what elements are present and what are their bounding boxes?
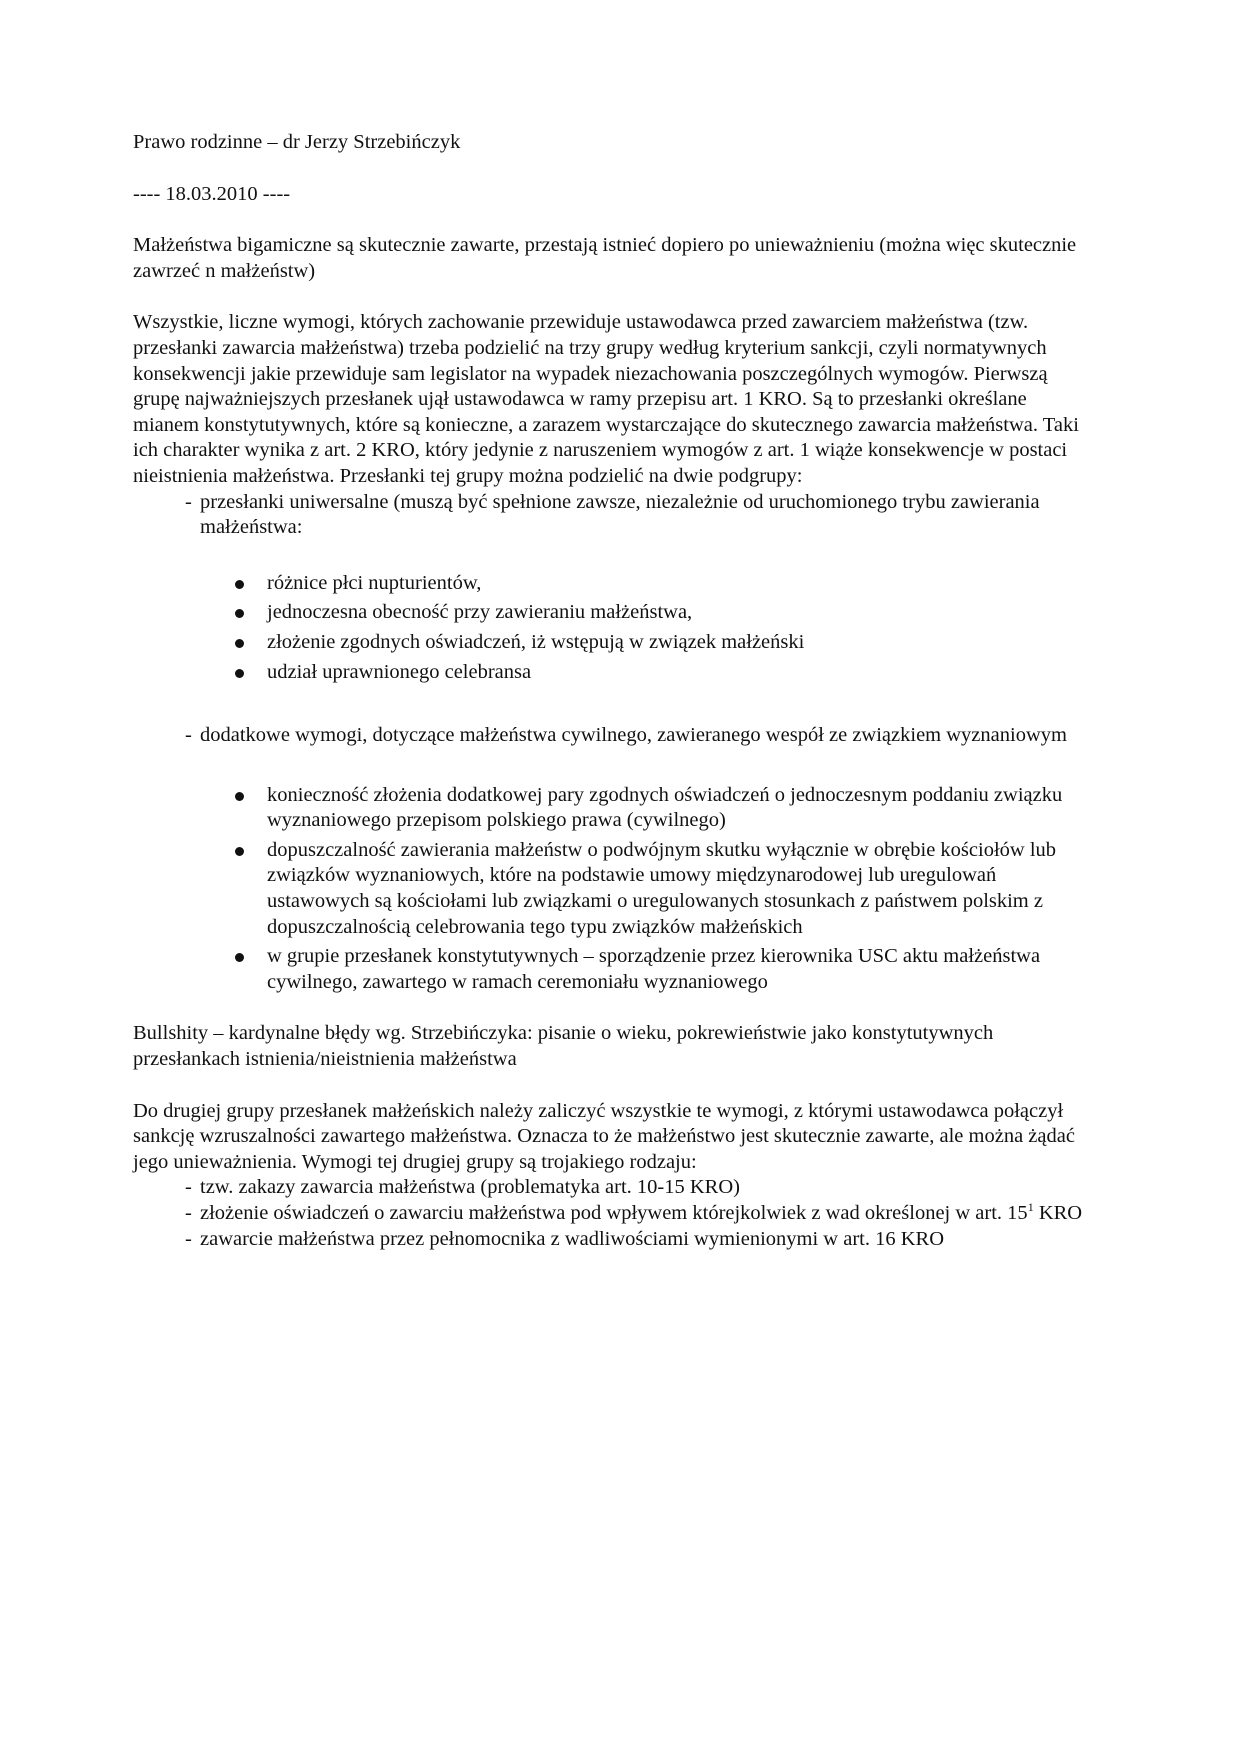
list-item: udział uprawnionego celebransa: [133, 660, 1093, 686]
subgroup-label: dodatkowe wymogi, dotyczące małżeństwa cywilnego, zawieranego wespół ze związkiem wyznaniowym: [200, 724, 1067, 747]
group1-paragraph: Wszystkie, liczne wymogi, których zachowanie przewiduje ustawodawca przed zawarciem małżeństwa (tzw. przesłanki zawarcia małżeństwa) trzeba podzielić na trzy grupy według kryterium sankcji, czyli normatywnych konsekwencji jakie przewiduje sam legislator na wypadek niezachowania poszczególnych wymogów. Pierwszą grupę najważniejszych przesłanek ujął ustawodawca w ramy przepisu art. 1 KRO. Są to przesłanki określane mianem konstytutywnych, które są konieczne, a zarazem wystarczające do skutecznego zawarcia małżeństwa. Taki ich charakter wynika z art. 2 KRO, który jedynie z naruszeniem wymogów z art. 1 wiąże konsekwencje w postaci nieistnienia małżeństwa. Przesłanki tej grupy można podzielić na dwie podgrupy:: [133, 311, 1079, 487]
spacer: [133, 749, 1093, 779]
bullet-icon: [235, 792, 244, 801]
list-item: konieczność złożenia dodatkowej pary zgodnych oświadczeń o jednoczesnym poddaniu związku wyznaniowego przepisom polskiego prawa (cywilnego): [133, 783, 1093, 834]
bullet-icon: [235, 609, 244, 618]
intro-paragraph: Małżeństwa bigamiczne są skutecznie zawarte, przestają istnieć dopiero po unieważnieniu (można więc skutecznie zawrzeć n małżeństw): [133, 234, 1077, 282]
spacer: [133, 995, 1093, 1021]
lecture-date: ---- 18.03.2010 ----: [133, 182, 291, 205]
document-page: [133, 130, 1093, 1252]
group2-paragraph: Do drugiej grupy przesłanek małżeńskich należy zaliczyć wszystkie te wymogi, z którymi ustawodawca połączył sankcję wzruszalności zawartego małżeństwa. Oznacza to że małżeństwo jest skutecznie zawarte, ale można żądać jego unieważnienia. Wymogi tej drugiej grupy są trojakiego rodzaju:: [133, 1099, 1075, 1173]
dash-marker: -: [185, 1202, 192, 1224]
list-item: złożenie zgodnych oświadczeń, iż wstępują w związek małżeński: [133, 630, 1093, 656]
bullshity-paragraph: Bullshity – kardynalne błędy wg. Strzebińczyka: pisanie o wieku, pokrewieństwie jako konstytutywnych przesłankach istnienia/nieistnienia małżeństwa: [133, 1022, 994, 1071]
list-item: w grupie przesłanek konstytutywnych – sporządzenie przez kierownika USC aktu małżeństwa cywilnego, zawartego w ramach ceremoniału wyznaniowego: [133, 944, 1093, 995]
bullet-icon: [235, 580, 244, 589]
bullet-icon: [235, 639, 244, 648]
document-title: Prawo rodzinne – dr Jerzy Strzebińczyk: [133, 131, 461, 153]
bullet-icon: [235, 669, 244, 678]
superscript: 1: [1027, 1200, 1034, 1215]
list-item: - tzw. zakazy zawarcia małżeństwa (problematyka art. 10-15 KRO): [133, 1175, 1093, 1201]
dash-marker: -: [185, 1176, 192, 1199]
spacer: [133, 685, 1093, 723]
subgroups-list-2: [133, 723, 1093, 749]
list-item: - zawarcie małżeństwa przez pełnomocnika z wadliwościami wymienionymi w art. 16 KRO: [133, 1227, 1093, 1253]
spacer: [133, 541, 1093, 567]
list-item: - złożenie oświadczeń o zawarciu małżeństwa pod wpływem którejkolwiek z wad określonej w art. $15^1$ KRO: [133, 1201, 1093, 1227]
subgroups-list: [133, 490, 1093, 541]
subgroup-universal: [133, 490, 1093, 541]
dash-marker: -: [185, 1227, 192, 1250]
additional-items-list: [133, 783, 1093, 996]
dash-marker: -: [185, 724, 192, 747]
list-item: dopuszczalność zawierania małżeństw o podwójnym skutku wyłącznie w obrębie kościołów lub związków wyznaniowych, które na podstawie umowy międzynarodowej lub uregulowań ustawowych są kościołami lub związkami o uregulowanych stosunkach z państwem polskim z dopuszczalnością celebrowania tego typu związków małżeńskich: [133, 838, 1093, 940]
list-item: różnice płci nupturientów,: [133, 571, 1093, 597]
subgroup-additional: [133, 723, 1093, 749]
subgroup-label: przesłanki uniwersalne (muszą być spełnione zawsze, niezależnie od uruchomionego trybu zawierania małżeństwa:: [200, 490, 1040, 539]
list-item: jednoczesna obecność przy zawieraniu małżeństwa,: [133, 600, 1093, 626]
group2-list: [133, 1175, 1093, 1252]
bullet-icon: [235, 953, 244, 962]
universal-items-list: [133, 571, 1093, 685]
dash-marker: -: [185, 490, 192, 513]
bullet-icon: [235, 847, 244, 856]
